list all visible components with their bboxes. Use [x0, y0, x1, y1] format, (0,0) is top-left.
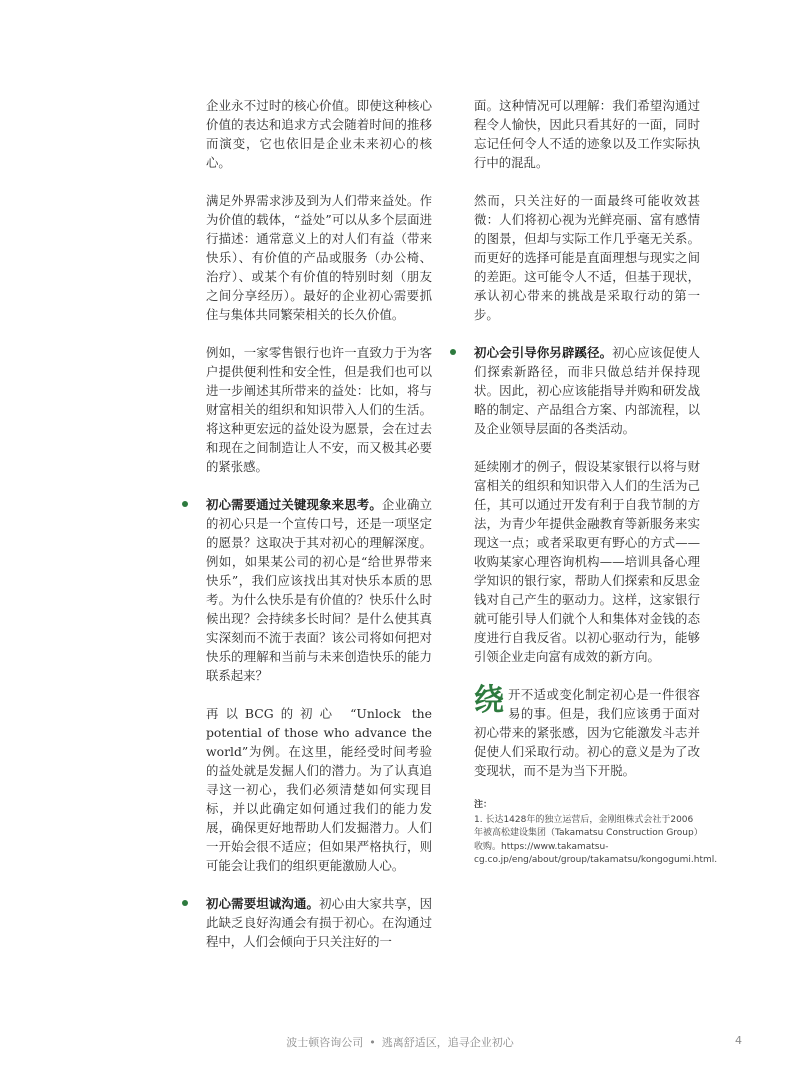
- bullet-dot-icon: [182, 900, 188, 906]
- bullet-title: 初心需要坦诚沟通。: [206, 896, 320, 911]
- left-column: [206, 96, 432, 970]
- bullet-dot-icon: [450, 349, 456, 355]
- paragraph: 满足外界需求涉及到为人们带来益处。作为价值的载体，“益处”可以从多个层面进行描述：通常意义上的对人们有益（带来快乐）、有价值的产品或服务（办公椅、治疗）、或某个有价值的特别时刻（朋友之间分享经历）。最好的企业初心需要抓住与集体共同繁荣相关的长久价值。: [206, 193, 432, 322]
- bullet-title: 初心需要通过关键现象来思考。: [206, 497, 382, 512]
- paragraph: 再以BCG的初心 “Unlock the potential of those who advance the world”为例。在这里，能经受时间考验的益处就是发掘人们的潜力。为了认真追寻这一初心，我们必须清楚如何实现目标，并以此确定如何通过我们的能力发展，确保更好地帮助人们发掘潜力。人们一开始会很不适应；但如果严格执行，则可能会让我们的组织更能激励人心。: [206, 706, 432, 873]
- notes-title: 注：: [474, 800, 493, 810]
- bullet-item: [206, 495, 432, 685]
- bullet-text: 初心应该促使人们探索新路径，而非只做总结并保持现状。因此，初心应该能指导并购和研发战略的制定、产品组合方案、内部流程，以及企业领导层面的各类活动。: [474, 345, 701, 436]
- bullet-text: 企业确立的初心只是一个宣传口号，还是一项坚定的愿景？这取决于其对初心的理解深度。例如，如果某公司的初心是“给世界带来快乐”，我们应该找出其对快乐本质的思考。为什么快乐是有价值的？快乐什么时候出现？会持续多长时间？是什么使其真实深刻而不流于表面？该公司将如何把对快乐的理解和当前与未来创造快乐的能力联系起来？: [206, 497, 433, 683]
- bullet-dot-icon: [182, 501, 188, 507]
- paragraph: 然而，只关注好的一面最终可能收效甚微：人们将初心视为光鲜亮丽、富有感情的图景，但却与实际工作几乎毫无关系。而更好的选择可能是直面理想与现实之间的差距。这可能令人不适，但基于现状，承认初心带来的挑战是采取行动的第一步。: [474, 193, 700, 322]
- paragraph: 延续刚才的例子，假设某家银行以将与财富相关的组织和知识带入人们的生活为己任，其可以通过开发有利于自我节制的方法，为青少年提供金融教育等新服务来实现这一点；或者采取更有野心的方式——收购某家心理咨询机构——培训具备心理学知识的银行家，帮助人们探索和反思金钱对自己产生的驱动力。这样，这家银行就可能引导人们就个人和集体对金钱的态度进行自我反省。以初心驱动行为，能够引领企业走向富有成效的新方向。: [474, 459, 700, 664]
- right-column: [474, 96, 718, 868]
- footer-title: 逃离舒适区，追寻企业初心: [381, 1036, 514, 1049]
- footer-separator: •: [369, 1036, 376, 1049]
- drop-cap: 绕: [474, 683, 504, 718]
- bullet-text: 初心由大家共享，因此缺乏良好沟通会有损于初心。在沟通过程中，人们会倾向于只关注好的一: [206, 896, 433, 949]
- paragraph: 例如，一家零售银行也许一直致力于为客户提供便利性和安全性，但是我们也可以进一步阐述其所带来的益处：比如，将与财富相关的组织和知识带入人们的生活。将这种更宏远的益处设为愿景，会在过去和现在之间制造让人不安，而又极其必要的紧张感。: [206, 345, 432, 474]
- bullet-title: 初心会引导你另辟蹊径。: [474, 345, 613, 360]
- bullet-item: [206, 894, 432, 951]
- footer-org: 波士顿咨询公司: [286, 1036, 364, 1049]
- page-number: 4: [735, 1034, 742, 1047]
- bullet-item: [474, 343, 700, 438]
- page-footer: [0, 1034, 800, 1050]
- paragraph: 企业永不过时的核心价值。即使这种核心价值的表达和追求方式会随着时间的推移而演变，它也依旧是企业未来初心的核心。: [206, 98, 432, 170]
- footnotes: [474, 799, 718, 868]
- closing-text: 开不适或变化制定初心是一件很容易的事。但是，我们应该勇于面对初心带来的紧张感，因为它能激发斗志并促使人们采取行动。初心的意义是为了改变现状，而不是为当下开脱。: [474, 687, 700, 778]
- paragraph: 面。这种情况可以理解：我们希望沟通过程令人愉快，因此只看其好的一面，同时忘记任何令人不适的迹象以及工作实际执行中的混乱。: [474, 98, 700, 170]
- footnote-1: 1. 长达1428年的独立运营后，金刚组株式会社于2006年被高松建设集团（Takamatsu Construction Group）收购。https://www.takamatsu-cg.co.jp/eng/about/group/takamatsu/kongogumi.html.: [474, 814, 718, 865]
- closing-paragraph: [474, 685, 700, 780]
